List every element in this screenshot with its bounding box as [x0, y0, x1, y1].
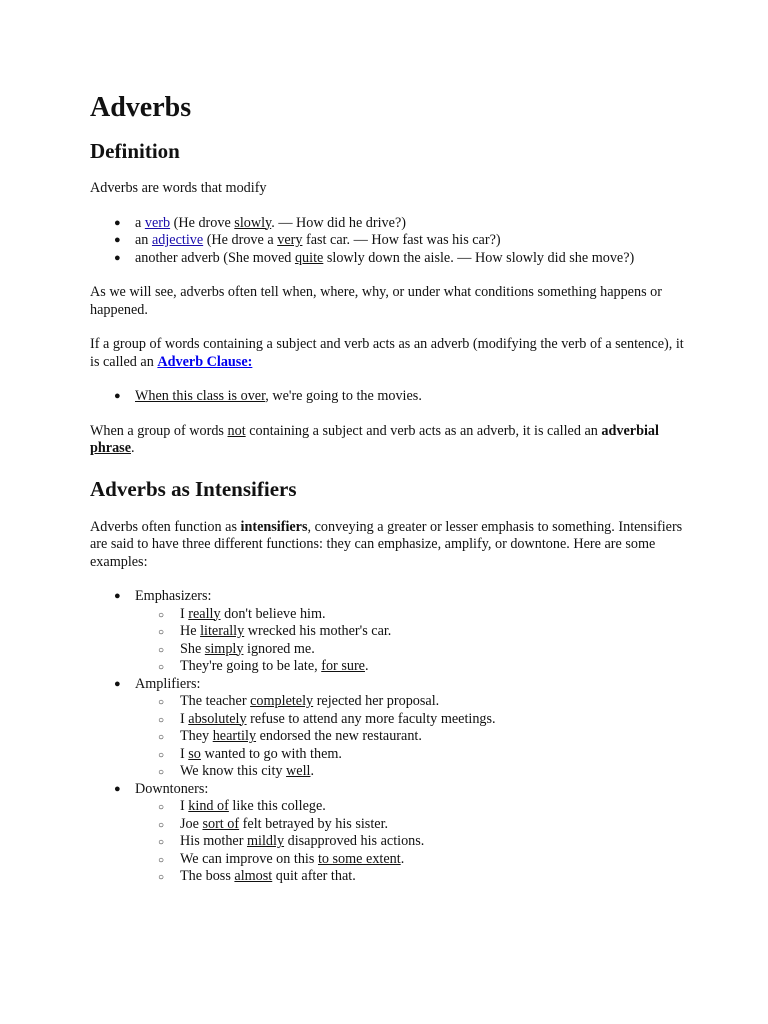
group-label-emphasizers: Emphasizers: [135, 588, 212, 604]
emphasizers-list [135, 606, 690, 676]
list-item: ○ I absolutely refuse to attend any more faculty meetings. [135, 711, 690, 729]
list-item: ○ He literally wrecked his mother's car. [135, 623, 690, 641]
amplifiers-list [135, 693, 690, 781]
circle-bullet-icon: ○ [158, 697, 165, 708]
circle-bullet-icon: ○ [158, 644, 165, 656]
bullet-icon: ● [114, 390, 121, 402]
bullet-icon: ● [114, 782, 121, 795]
circle-bullet-icon: ○ [158, 819, 165, 831]
circle-bullet-icon: ○ [158, 714, 165, 726]
list-item: ○ Joe sort of felt betrayed by his sister. [135, 816, 690, 834]
bullet-icon: ● [114, 590, 121, 602]
group-label-amplifiers: Amplifiers: [135, 675, 201, 692]
circle-bullet-icon: ○ [158, 627, 165, 638]
list-item: ○ I really don't believe him. [135, 606, 690, 624]
list-item: ○ They heartily endorsed the new restaurant. [135, 728, 690, 746]
list-item [90, 676, 690, 781]
bullet-icon: ● [114, 677, 121, 690]
circle-bullet-icon: ○ [158, 662, 165, 673]
page-title: Adverbs [90, 92, 192, 123]
circle-bullet-icon: ○ [158, 872, 165, 883]
list-item: ○ His mother mildly disapproved his actions. [135, 833, 690, 851]
bullet-icon: ● [114, 251, 121, 264]
adverbial-phrase-paragraph: When a group of words not containing a subject and verb acts as an adverb, it is called an adverbial phrase. [90, 422, 659, 456]
list-item: ○ They're going to be late, for sure. [135, 658, 690, 676]
bullet-icon: ● [114, 216, 121, 229]
document-page [90, 88, 690, 886]
list-item: ○ We can improve on this to some extent. [135, 851, 690, 869]
adjective-link[interactable]: adjective [151, 232, 204, 248]
bullet-icon: ● [114, 234, 121, 246]
list-item: ○ She simply ignored me. [135, 641, 690, 659]
list-item [90, 781, 690, 886]
definition-paragraph: As we will see, adverbs often tell when, where, why, or under what conditions something happens or happened. [90, 284, 662, 318]
list-item: ○ We know this city well. [135, 763, 690, 781]
list-item: ○ The boss almost quit after that. [135, 868, 690, 886]
downtoners-list [135, 798, 690, 886]
list-item: ○ I so wanted to go with them. [135, 746, 690, 764]
circle-bullet-icon: ○ [158, 837, 165, 848]
circle-bullet-icon: ○ [158, 802, 165, 813]
intensifiers-heading: Adverbs as Intensifiers [90, 476, 297, 501]
group-label-downtoners: Downtoners: [135, 780, 209, 797]
list-item [90, 588, 690, 676]
definition-list [90, 215, 690, 268]
adverb-clause-paragraph: If a group of words containing a subject and verb acts as an adverb (modifying the verb of a sentence), it is called an Adverb Clause: [90, 336, 684, 370]
intensifiers-paragraph: Adverbs often function as intensifiers, conveying a greater or lesser emphasis to something. Intensifiers are said to have three different functions: they can emphasize, amplify, or downtone. Here are some examples: [90, 518, 683, 570]
list-item: ● an adjective (He drove a very fast car. — How fast was his car?) [114, 232, 501, 248]
clause-example-list [90, 388, 690, 406]
definition-heading: Definition [90, 139, 180, 163]
circle-bullet-icon: ○ [158, 854, 165, 866]
list-item: ○ I kind of like this college. [135, 798, 690, 816]
circle-bullet-icon: ○ [158, 767, 165, 778]
circle-bullet-icon: ○ [158, 609, 165, 621]
circle-bullet-icon: ○ [158, 749, 165, 761]
list-item: ● When this class is over, we're going to the movies. [114, 388, 422, 404]
list-item: ● another adverb (She moved quite slowly down the aisle. — How slowly did she move?) [114, 249, 635, 266]
verb-link[interactable]: verb [144, 214, 171, 231]
list-item: ○ The teacher completely rejected her proposal. [135, 693, 690, 711]
list-item: ● a verb (He drove slowly. — How did he drive?) [114, 214, 406, 231]
definition-intro: Adverbs are words that modify [90, 180, 267, 196]
circle-bullet-icon: ○ [158, 732, 165, 743]
adverb-clause-link[interactable]: Adverb Clause: [157, 353, 253, 370]
intensifier-groups-list [90, 588, 690, 886]
